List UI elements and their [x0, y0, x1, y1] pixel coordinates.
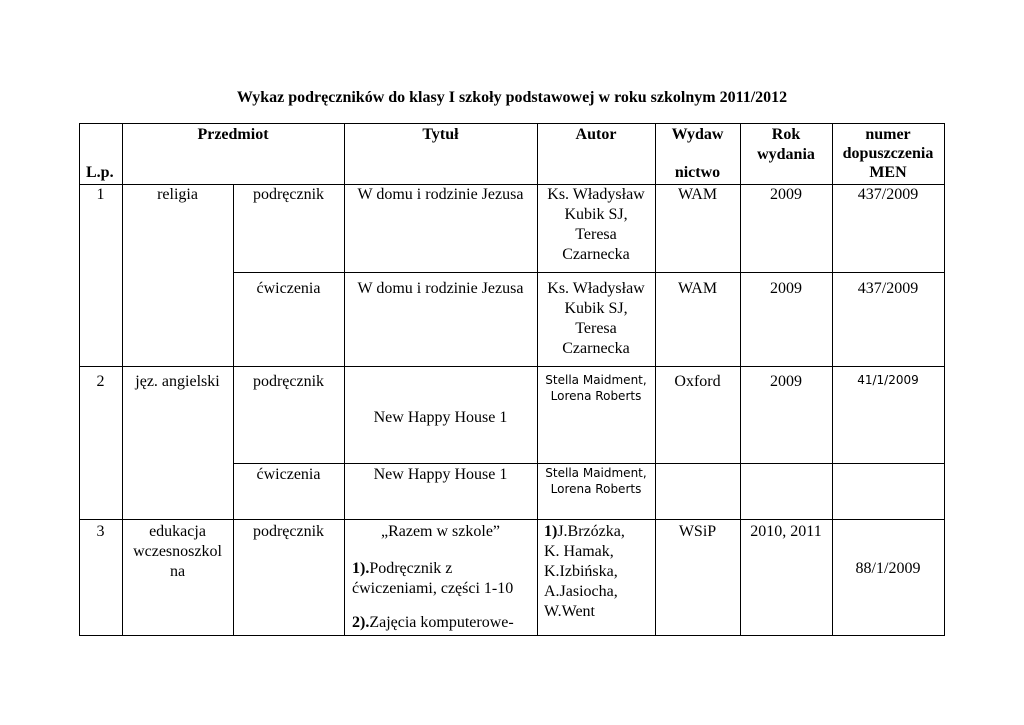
- row2-author: Stella Maidment, Lorena Roberts: [545, 373, 647, 403]
- row1-title: W domu i rodzinie Jezusa: [357, 186, 524, 203]
- header-rok: Rok wydania: [757, 126, 815, 163]
- row3-title-item-2-num: 2).: [352, 614, 370, 631]
- row2-number: 41/1/2009: [857, 373, 919, 387]
- row2-subject: jęz. angielski: [135, 373, 220, 390]
- row3-title-item-1: [352, 559, 534, 599]
- row3-subject: edukacja wczesnoszkol na: [133, 523, 222, 580]
- row2-type: podręcznik: [252, 373, 325, 390]
- row1-subject: religia: [157, 186, 198, 203]
- row3-title-item-2: [352, 613, 534, 633]
- row1-year: 2009: [770, 186, 802, 203]
- page-title: Wykaz podręczników do klasy I szkoły podstawowej w roku szkolnym 2011/2012: [236, 89, 788, 106]
- header-przedmiot: Przedmiot: [197, 126, 269, 143]
- header-lp: L.p.: [86, 164, 114, 181]
- row3-title: „Razem w szkole”: [380, 523, 501, 540]
- row3-lp: 3: [96, 523, 105, 540]
- row1-publisher: WAM: [677, 186, 718, 203]
- row1b-number: 437/2009: [857, 280, 919, 297]
- row3-title-item-2-text: Zajęcia komputerowe-: [369, 614, 514, 631]
- row3-title-item-1-text: Podręcznik z ćwiczeniami, części 1-10: [352, 560, 514, 597]
- row2b-author: Stella Maidment, Lorena Roberts: [545, 466, 647, 496]
- row2b-title: New Happy House 1: [373, 466, 508, 483]
- row3-author-num: 1): [544, 523, 558, 540]
- row1-lp: 1: [96, 186, 105, 203]
- header-autor: Autor: [575, 126, 617, 143]
- row1b-author: Ks. Władysław Kubik SJ, Teresa Czarnecka: [547, 280, 645, 357]
- row2-title: New Happy House 1: [373, 409, 508, 426]
- row2-publisher: Oxford: [674, 373, 721, 390]
- row2-lp: 2: [96, 373, 105, 390]
- row1b-year: 2009: [770, 280, 802, 297]
- row1b-type: ćwiczenia: [256, 280, 321, 297]
- header-numer: numer dopuszczenia MEN: [842, 126, 934, 181]
- row1-author: Ks. Władysław Kubik SJ, Teresa Czarnecka: [547, 186, 645, 263]
- row2-year: 2009: [770, 373, 802, 390]
- header-wydaw: Wydaw: [671, 126, 724, 143]
- row3-author: [544, 522, 654, 622]
- row1b-publisher: WAM: [677, 280, 718, 297]
- header-nictwo: nictwo: [674, 164, 721, 181]
- row3-title-item-1-num: 1).: [352, 560, 370, 577]
- row1-type: podręcznik: [252, 186, 325, 203]
- row2b-type: ćwiczenia: [256, 466, 321, 483]
- row1b-title: W domu i rodzinie Jezusa: [357, 280, 524, 297]
- header-tytul: Tytuł: [422, 126, 459, 143]
- row3-author-text: J.Brzózka, K. Hamak, K.Izbińska, A.Jasiocha, W.Went: [544, 523, 625, 620]
- row3-publisher: WSiP: [678, 523, 717, 540]
- row3-number: 88/1/2009: [855, 560, 921, 577]
- row3-type: podręcznik: [252, 523, 325, 540]
- row1-number: 437/2009: [857, 186, 919, 203]
- row3-year: 2010, 2011: [750, 523, 822, 540]
